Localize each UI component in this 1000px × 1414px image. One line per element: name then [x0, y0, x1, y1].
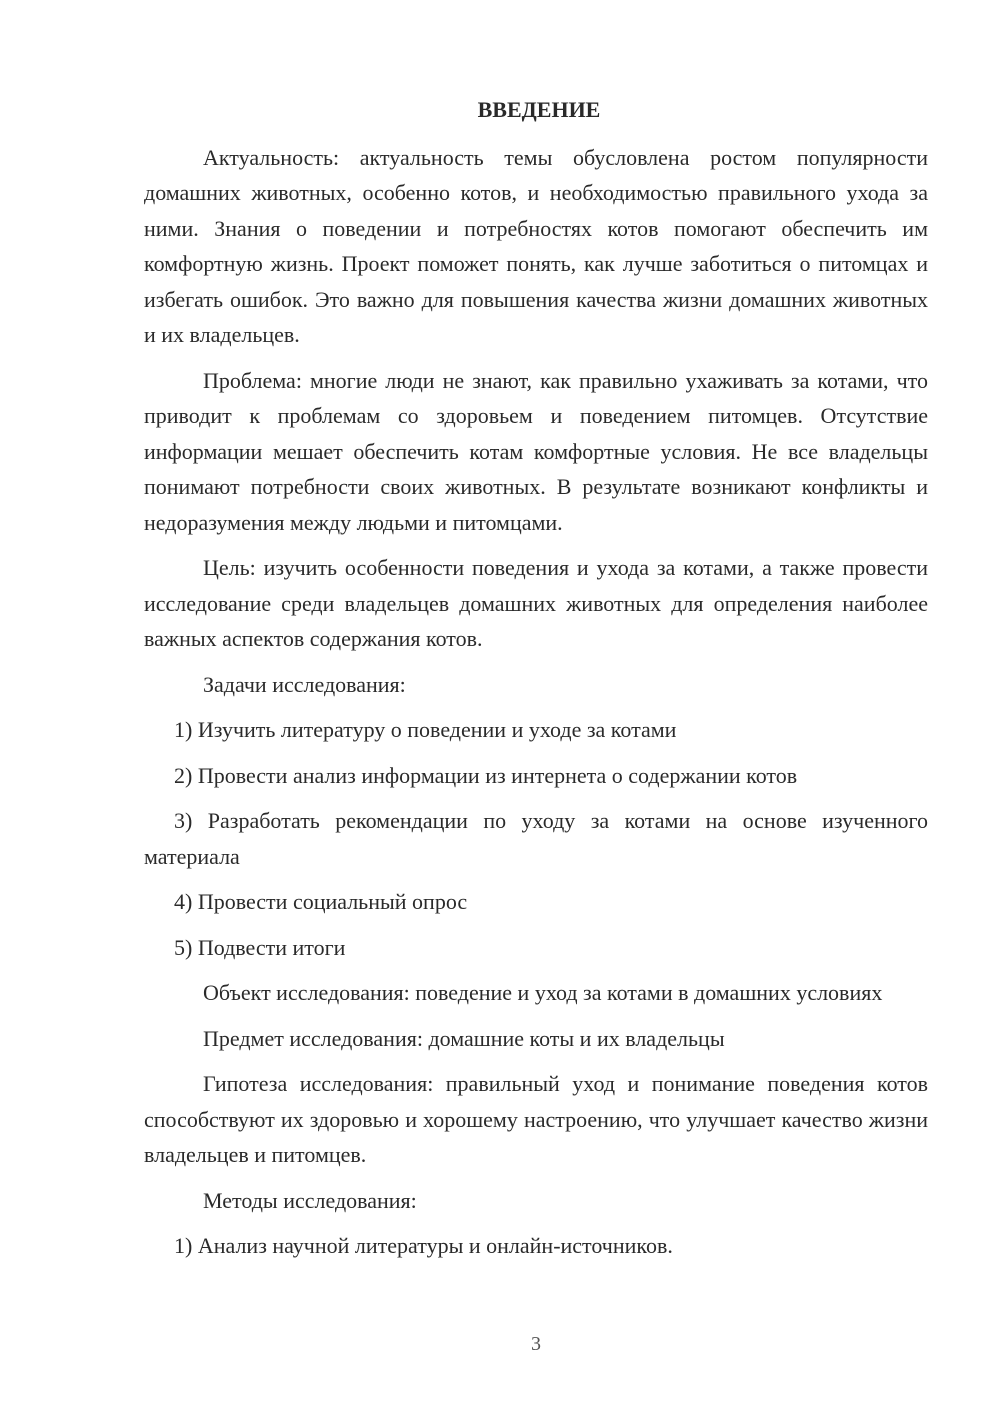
- subject-paragraph: Предмет исследования: домашние коты и их владельцы: [203, 1025, 725, 1051]
- problem-paragraph: Проблема: многие люди не знают, как правильно ухаживать за котами, что приводит к проблемам со здоровьем и поведением питомцев. Отсутствие информации мешает обеспечить котам комфортные условия. Не все владельцы понимают потребности своих животных. В результате возникают конфликты и недоразумения между людьми и питомцами.: [144, 367, 928, 535]
- object-paragraph: Объект исследования: поведение и уход за котами в домашних условиях: [203, 980, 883, 1005]
- tasks-heading: Задачи исследования:: [203, 671, 406, 697]
- task-item: 4) Провести социальный опрос: [174, 889, 468, 914]
- task-item: 2) Провести анализ информации из интернета о содержании котов: [174, 762, 798, 788]
- goal-paragraph: Цель: изучить особенности поведения и ухода за котами, а также провести исследование среди владельцев домашних животных для определения наиболее важных аспектов содержания котов.: [144, 555, 928, 651]
- method-item: 1) Анализ научной литературы и онлайн-источников.: [174, 1233, 673, 1258]
- page-content: [144, 92, 928, 1274]
- relevance-paragraph: Актуальность: актуальность темы обусловлена ростом популярности домашних животных, особенно котов, и необходимостью правильного ухода за ними. Знания о поведении и потребностях котов помогают обеспечить им комфортную жизнь. Проект поможет понять, как лучше заботиться о питомцах и избегать ошибок. Это важно для повышения качества жизни домашних животных и их владельцев.: [144, 144, 928, 347]
- methods-heading: Методы исследования:: [203, 1187, 417, 1213]
- task-item: 3) Разработать рекомендации по уходу за котами на основе изученного материала: [144, 808, 928, 869]
- task-item: 5) Подвести итоги: [174, 934, 346, 960]
- page-number: 3: [531, 1333, 541, 1355]
- section-heading: ВВЕДЕНИЕ: [477, 97, 601, 122]
- task-item: 1) Изучить литературу о поведении и уходе за котами: [174, 717, 677, 742]
- hypothesis-paragraph: Гипотеза исследования: правильный уход и понимание поведения котов способствуют их здоровью и хорошему настроению, что улучшает качество жизни владельцев и питомцев.: [144, 1071, 928, 1167]
